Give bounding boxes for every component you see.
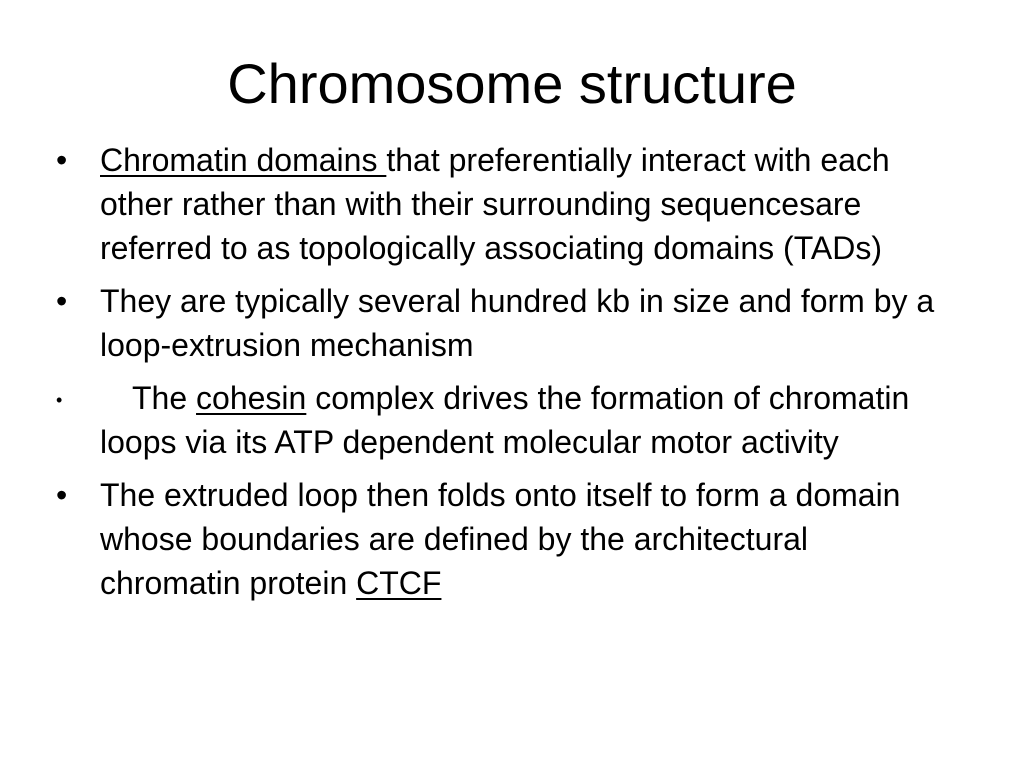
bullet-item-cohesin xyxy=(56,376,956,464)
bullet-marker: • xyxy=(56,477,68,513)
bullet-marker: • xyxy=(56,142,68,178)
chromatin-domains-link[interactable]: Chromatin domains xyxy=(100,142,387,178)
slide-title: Chromosome structure xyxy=(227,52,797,115)
bullet-text: complex drives the formation of chromatin loops via its ATP dependent molecular motor activity xyxy=(100,380,910,460)
bullet-text: They are typically several hundred kb in size and form by a loop-extrusion mechanism xyxy=(100,283,935,363)
ctcf-link[interactable]: CTCF xyxy=(356,565,442,601)
bullet-list xyxy=(56,138,956,614)
bullet-marker: • xyxy=(56,283,68,319)
bullet-pre-text: The xyxy=(132,380,197,416)
bullet-marker: • xyxy=(56,390,63,410)
bullet-text: that preferentially interact with each other rather than with their surrounding sequencesare referred to as topologically associating domains (TADs) xyxy=(100,142,890,266)
bullet-item-tads xyxy=(56,138,956,270)
bullet-item-size xyxy=(56,279,956,367)
bullet-item-ctcf xyxy=(56,473,956,605)
bullet-text: The extruded loop then folds onto itself to form a domain whose boundaries are defined by the architectural chromatin protein xyxy=(100,477,901,601)
cohesin-link[interactable]: cohesin xyxy=(196,380,307,416)
